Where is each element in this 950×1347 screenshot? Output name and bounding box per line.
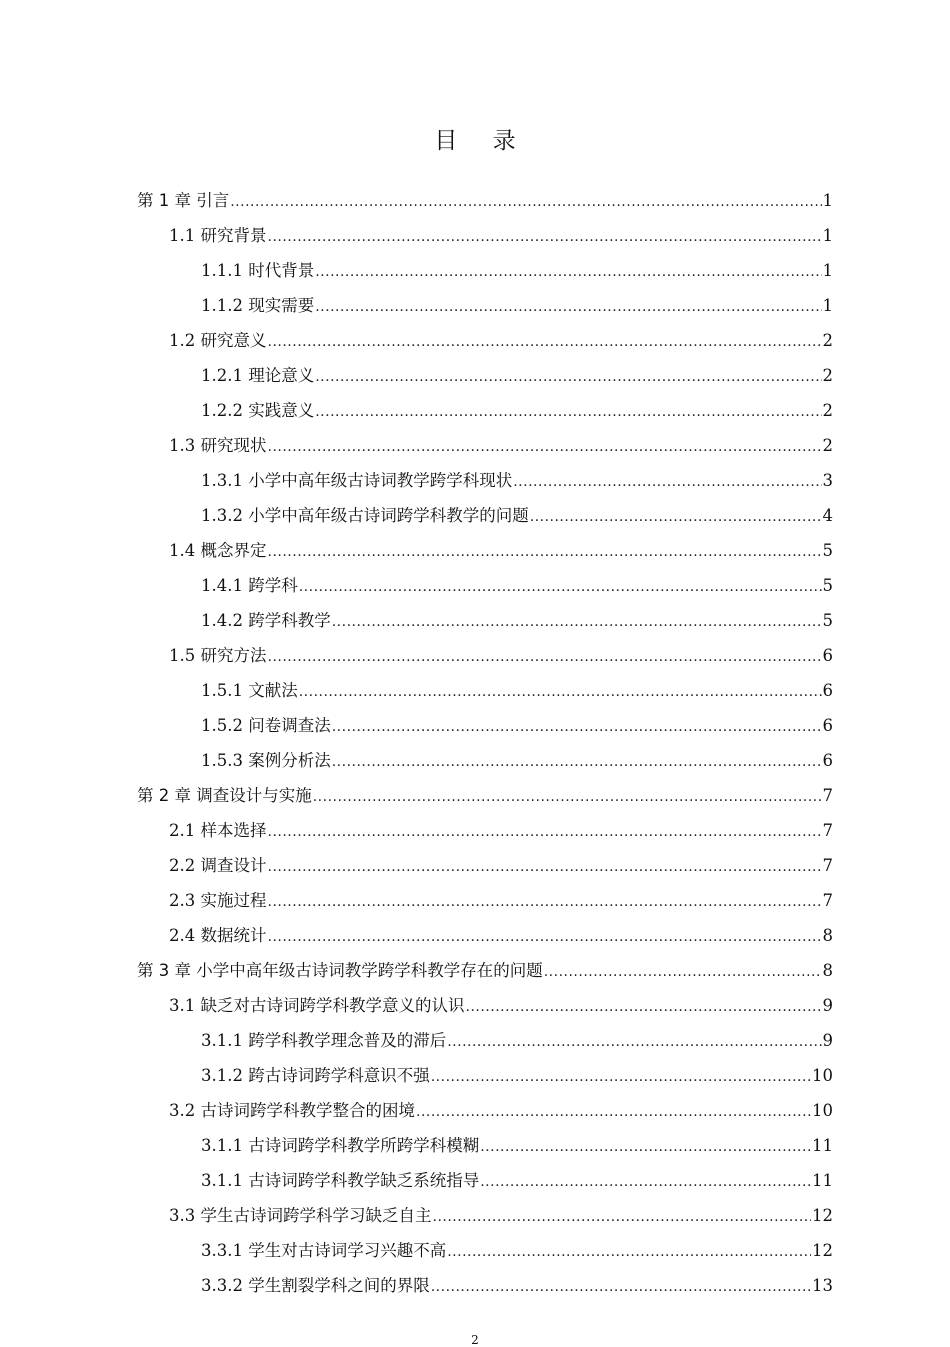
- dot-leader: [480, 1165, 811, 1200]
- dot-leader: [466, 990, 822, 1025]
- toc-entry[interactable]: [201, 1268, 833, 1303]
- toc-entry-label: 1.4.2 跨学科教学: [201, 611, 331, 630]
- dot-leader: [268, 815, 822, 850]
- toc-entry-label: 1.2 研究意义: [169, 331, 267, 350]
- page-title: 目 录: [434, 128, 530, 154]
- toc-entry-page: 10: [812, 1101, 833, 1120]
- dot-leader: [268, 850, 822, 885]
- toc-entry-label: 3.3.1 学生对古诗词学习兴趣不高: [201, 1241, 447, 1260]
- toc-entry[interactable]: [201, 463, 833, 498]
- toc-entry-label: 3.1.1 跨学科教学理念普及的滞后: [201, 1031, 447, 1050]
- toc-entry-label: 3.3.2 学生割裂学科之间的界限: [201, 1276, 430, 1295]
- dot-leader: [416, 1095, 811, 1130]
- toc-entry[interactable]: [201, 1163, 833, 1198]
- toc-entry[interactable]: [137, 778, 833, 813]
- toc-entry-page: 5: [822, 576, 833, 595]
- toc-entry-page: 12: [812, 1241, 833, 1260]
- dot-leader: [315, 395, 821, 430]
- toc-entry-label: 3.1.1 古诗词跨学科教学所跨学科模糊: [201, 1136, 480, 1155]
- toc-entry-page: 8: [822, 961, 833, 980]
- dot-leader: [315, 360, 821, 395]
- toc-entry-label: 1.5 研究方法: [169, 646, 267, 665]
- toc-entry[interactable]: [201, 1128, 833, 1163]
- dot-leader: [315, 255, 821, 290]
- toc-entry-page: 1: [822, 296, 833, 315]
- toc-entry-label: 1.4.1 跨学科: [201, 576, 298, 595]
- dot-leader: [268, 535, 822, 570]
- dot-leader: [268, 885, 822, 920]
- toc-entry[interactable]: [201, 708, 833, 743]
- toc-entry[interactable]: [169, 1198, 833, 1233]
- dot-leader: [513, 465, 821, 500]
- toc-entry-label: 1.2.2 实践意义: [201, 401, 315, 420]
- toc-entry[interactable]: [137, 183, 833, 218]
- toc-entry-page: 2: [822, 436, 833, 455]
- toc-entry[interactable]: [169, 428, 833, 463]
- toc-entry-page: 1: [822, 226, 833, 245]
- page-number: 2: [471, 1333, 479, 1347]
- toc-entry-page: 9: [822, 996, 833, 1015]
- toc-entry-page: 2: [822, 331, 833, 350]
- toc-entry-page: 11: [812, 1136, 833, 1155]
- dot-leader: [431, 1270, 811, 1305]
- toc-entry-label: 第 2 章 调查设计与实施: [137, 786, 312, 805]
- toc-entry-label: 1.5.2 问卷调查法: [201, 716, 331, 735]
- toc-entry-label: 2.1 样本选择: [169, 821, 267, 840]
- dot-leader: [268, 430, 822, 465]
- toc-entry-label: 2.2 调查设计: [169, 856, 267, 875]
- toc-entry-label: 第 3 章 小学中高年级古诗词教学跨学科教学存在的问题: [137, 961, 543, 980]
- toc-entry-page: 4: [822, 506, 833, 525]
- toc-entry-label: 2.3 实施过程: [169, 891, 267, 910]
- toc-entry[interactable]: [169, 323, 833, 358]
- toc-entry-page: 3: [822, 471, 833, 490]
- toc-entry-label: 2.4 数据统计: [169, 926, 267, 945]
- dot-leader: [332, 745, 822, 780]
- toc-entry-page: 7: [822, 891, 833, 910]
- toc-entry-label: 1.5.1 文献法: [201, 681, 298, 700]
- toc-entry-page: 12: [812, 1206, 833, 1225]
- dot-leader: [447, 1025, 821, 1060]
- toc-entry-label: 1.3.1 小学中高年级古诗词教学跨学科现状: [201, 471, 513, 490]
- dot-leader: [433, 1200, 812, 1235]
- toc-entry[interactable]: [169, 813, 833, 848]
- dot-leader: [530, 500, 822, 535]
- toc-entry[interactable]: [201, 498, 833, 533]
- toc-entry[interactable]: [201, 253, 833, 288]
- toc-entry[interactable]: [201, 393, 833, 428]
- dot-leader: [313, 780, 822, 815]
- dot-leader: [315, 290, 821, 325]
- toc-entry-label: 1.2.1 理论意义: [201, 366, 315, 385]
- toc-entry[interactable]: [201, 673, 833, 708]
- toc-entry[interactable]: [169, 883, 833, 918]
- toc-entry-label: 3.2 古诗词跨学科教学整合的困境: [169, 1101, 415, 1120]
- dot-leader: [268, 220, 822, 255]
- dot-leader: [447, 1235, 811, 1270]
- dot-leader: [268, 640, 822, 675]
- toc-entry[interactable]: [201, 1023, 833, 1058]
- toc-entry-page: 10: [812, 1066, 833, 1085]
- dot-leader: [480, 1130, 811, 1165]
- toc-entry-page: 5: [822, 611, 833, 630]
- toc-entry[interactable]: [201, 288, 833, 323]
- toc-entry-page: 9: [822, 1031, 833, 1050]
- dot-leader: [544, 955, 822, 990]
- dot-leader: [431, 1060, 811, 1095]
- dot-leader: [268, 325, 822, 360]
- toc-entry[interactable]: [201, 358, 833, 393]
- toc-entry-page: 6: [822, 646, 833, 665]
- toc-entry[interactable]: [169, 533, 833, 568]
- toc-entry-page: 6: [822, 751, 833, 770]
- toc-entry-label: 1.1.2 现实需要: [201, 296, 315, 315]
- toc-entry-page: 1: [822, 191, 833, 210]
- toc-entry[interactable]: [201, 568, 833, 603]
- toc-entry-label: 1.5.3 案例分析法: [201, 751, 331, 770]
- toc-entry-page: 7: [822, 856, 833, 875]
- toc-entry-label: 1.3.2 小学中高年级古诗词跨学科教学的问题: [201, 506, 529, 525]
- dot-leader: [230, 185, 821, 220]
- toc-entry-page: 7: [822, 786, 833, 805]
- toc-entry-label: 第 1 章 引言: [137, 191, 230, 210]
- toc-entry[interactable]: [201, 743, 833, 778]
- toc-entry-page: 1: [822, 261, 833, 280]
- toc-entry[interactable]: [169, 218, 833, 253]
- toc-entry[interactable]: [201, 1058, 833, 1093]
- toc-entry-page: 2: [822, 366, 833, 385]
- dot-leader: [332, 710, 822, 745]
- toc-entry-page: 13: [812, 1276, 833, 1295]
- dot-leader: [268, 920, 822, 955]
- dot-leader: [299, 675, 822, 710]
- toc-entry[interactable]: [169, 638, 833, 673]
- toc-entry-label: 3.3 学生古诗词跨学科学习缺乏自主: [169, 1206, 432, 1225]
- toc-entry[interactable]: [169, 988, 833, 1023]
- toc-entry[interactable]: [169, 1093, 833, 1128]
- dot-leader: [299, 570, 822, 605]
- dot-leader: [332, 605, 822, 640]
- toc-entry-label: 1.3 研究现状: [169, 436, 267, 455]
- toc-entry[interactable]: [169, 848, 833, 883]
- toc-entry-label: 1.4 概念界定: [169, 541, 267, 560]
- toc-entry-label: 3.1.2 跨古诗词跨学科意识不强: [201, 1066, 430, 1085]
- toc-entry[interactable]: [201, 1233, 833, 1268]
- toc-entry-page: 2: [822, 401, 833, 420]
- toc-entry-label: 1.1.1 时代背景: [201, 261, 315, 280]
- toc-entry[interactable]: [137, 953, 833, 988]
- toc-entry-page: 8: [822, 926, 833, 945]
- toc-entry-page: 7: [822, 821, 833, 840]
- toc-entry-label: 3.1.1 古诗词跨学科教学缺乏系统指导: [201, 1171, 480, 1190]
- toc-entry-page: 6: [822, 681, 833, 700]
- toc-entry-label: 1.1 研究背景: [169, 226, 267, 245]
- toc-entry-page: 6: [822, 716, 833, 735]
- toc-entry[interactable]: [169, 918, 833, 953]
- toc-entry[interactable]: [201, 603, 833, 638]
- toc-entry-page: 5: [822, 541, 833, 560]
- toc-entry-page: 11: [812, 1171, 833, 1190]
- toc-entry-label: 3.1 缺乏对古诗词跨学科教学意义的认识: [169, 996, 465, 1015]
